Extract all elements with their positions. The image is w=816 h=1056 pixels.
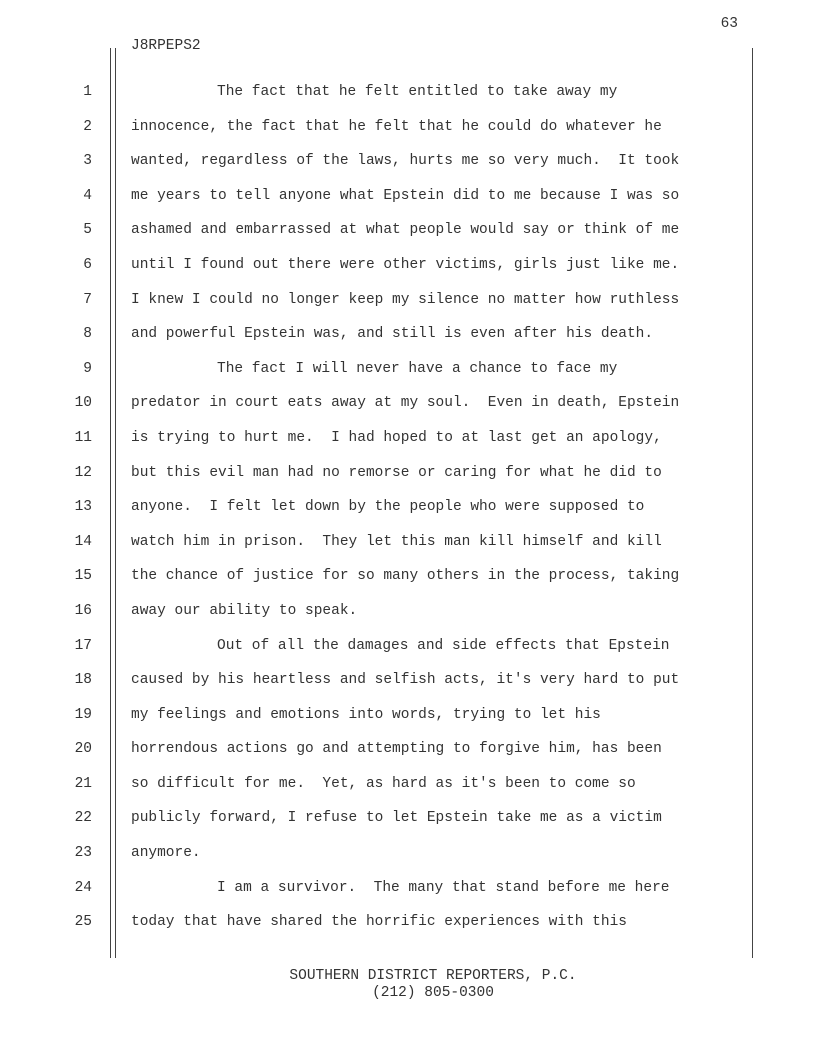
line-text: anymore.: [131, 845, 201, 862]
line-text: innocence, the fact that he felt that he could do whatever he: [131, 118, 662, 135]
line-text: the chance of justice for so many others in the process, taking: [131, 568, 680, 585]
line-text: away our ability to speak.: [131, 602, 358, 619]
line-text: watch him in prison. They let this man kill himself and kill: [131, 533, 662, 550]
line-text: until I found out there were other victims, girls just like me.: [131, 256, 680, 273]
transcript-line: [0, 216, 816, 251]
transcript-line: [0, 562, 816, 597]
line-text: ashamed and embarrassed at what people would say or think of me: [131, 222, 680, 239]
line-text: so difficult for me. Yet, as hard as it's been to come so: [131, 775, 636, 792]
line-number: 17: [74, 637, 92, 654]
line-text: The fact I will never have a chance to face my: [217, 360, 618, 377]
line-number: 10: [74, 395, 92, 412]
transcript-line: [0, 735, 816, 770]
transcript-line: [0, 597, 816, 632]
line-text: wanted, regardless of the laws, hurts me so very much. It took: [131, 153, 680, 170]
transcript-line: [0, 320, 816, 355]
line-number: 5: [83, 222, 92, 239]
line-number: 3: [83, 153, 92, 170]
line-number: 15: [74, 568, 92, 585]
transcript-line: [0, 251, 816, 286]
footer-firm: SOUTHERN DISTRICT REPORTERS, P.C.: [289, 968, 577, 984]
line-text: is trying to hurt me. I had hoped to at last get an apology,: [131, 429, 662, 446]
transcript-line: [0, 182, 816, 217]
line-number: 14: [74, 533, 92, 550]
transcript-line: [0, 78, 816, 113]
transcript-line: [0, 389, 816, 424]
line-text: I knew I could no longer keep my silence no matter how ruthless: [131, 291, 680, 308]
transcript-line: [0, 493, 816, 528]
line-text: anyone. I felt let down by the people who were supposed to: [131, 499, 645, 516]
line-text: horrendous actions go and attempting to forgive him, has been: [131, 741, 662, 758]
line-text: but this evil man had no remorse or caring for what he did to: [131, 464, 662, 481]
page-number: 63: [720, 16, 738, 32]
line-number: 7: [83, 291, 92, 308]
transcript-line: [0, 286, 816, 321]
line-text: publicly forward, I refuse to let Epstein take me as a victim: [131, 810, 662, 827]
line-number: 22: [74, 810, 92, 827]
line-text: predator in court eats away at my soul. Even in death, Epstein: [131, 395, 680, 412]
line-text: me years to tell anyone what Epstein did to me because I was so: [131, 187, 680, 204]
line-number: 8: [83, 326, 92, 343]
line-text: I am a survivor. The many that stand before me here: [217, 879, 670, 896]
line-number: 16: [74, 602, 92, 619]
line-number: 18: [74, 672, 92, 689]
transcript-body: [0, 78, 816, 943]
line-number: 11: [74, 429, 92, 446]
line-text: and powerful Epstein was, and still is even after his death.: [131, 326, 654, 343]
footer-phone: (212) 805-0300: [372, 985, 494, 1001]
line-number: 6: [83, 256, 92, 273]
line-number: 2: [83, 118, 92, 135]
line-text: caused by his heartless and selfish acts, it's very hard to put: [131, 672, 680, 689]
transcript-line: [0, 459, 816, 494]
transcript-line: [0, 113, 816, 148]
line-number: 9: [83, 360, 92, 377]
transcript-line: [0, 839, 816, 874]
transcript-line: [0, 908, 816, 943]
line-text: Out of all the damages and side effects that Epstein: [217, 637, 670, 654]
line-number: 21: [74, 775, 92, 792]
transcript-line: [0, 874, 816, 909]
transcript-line: [0, 770, 816, 805]
line-text: my feelings and emotions into words, trying to let his: [131, 706, 601, 723]
line-number: 1: [83, 84, 92, 100]
line-number: 20: [74, 741, 92, 758]
line-number: 25: [74, 914, 92, 931]
line-number: 23: [74, 845, 92, 862]
line-number: 12: [74, 464, 92, 481]
transcript-line: [0, 632, 816, 667]
footer: [0, 968, 816, 1002]
transcript-line: [0, 424, 816, 459]
transcript-line: [0, 147, 816, 182]
transcript-line: [0, 804, 816, 839]
line-number: 19: [74, 706, 92, 723]
transcript-line: [0, 666, 816, 701]
transcript-line: [0, 701, 816, 736]
line-text: today that have shared the horrific experiences with this: [131, 914, 627, 931]
line-number: 4: [83, 187, 92, 204]
line-number: 24: [74, 879, 92, 896]
case-id: J8RPEPS2: [131, 38, 201, 54]
line-text: The fact that he felt entitled to take away my: [217, 84, 618, 100]
transcript-line: [0, 355, 816, 390]
line-number: 13: [74, 499, 92, 516]
transcript-line: [0, 528, 816, 563]
